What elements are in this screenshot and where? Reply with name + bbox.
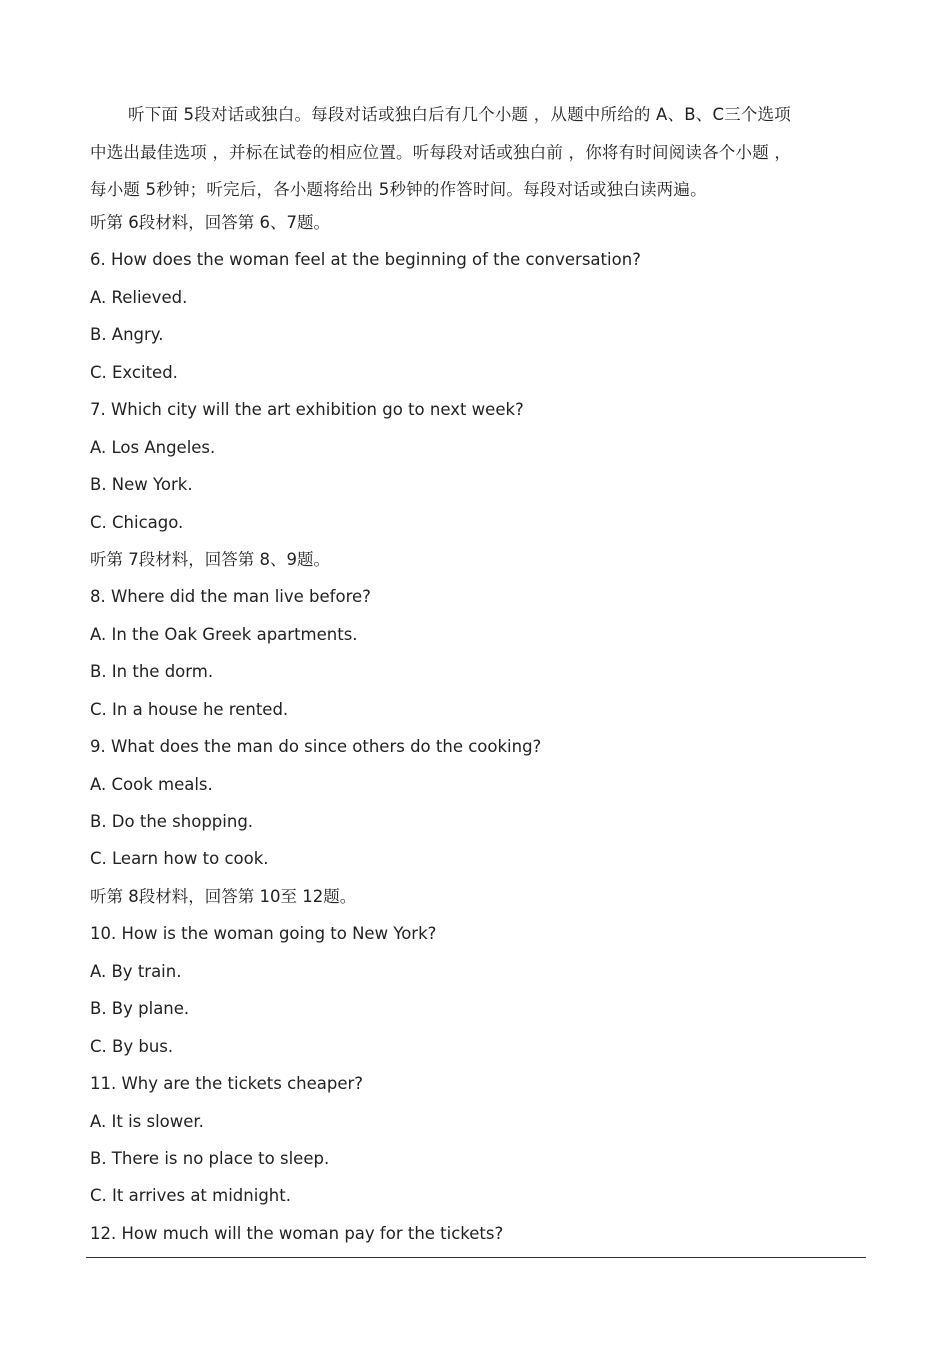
option-11b: B. There is no place to sleep. <box>90 1148 330 1168</box>
question-11: 11. Why are the tickets cheaper? <box>90 1074 364 1094</box>
footer-divider <box>86 1257 866 1258</box>
question-12: 12. How much will the woman pay for the tickets? <box>90 1223 504 1243</box>
question-9: 9. What does the man do since others do the cooking? <box>90 737 542 757</box>
option-6b: B. Angry. <box>90 325 164 345</box>
section-instructions <box>90 96 858 209</box>
question-list <box>90 204 860 1252</box>
option-9b: B. Do the shopping. <box>90 812 254 831</box>
option-8b: B. In the dorm. <box>90 662 214 682</box>
option-9a: A. Cook meals. <box>90 774 213 794</box>
option-11c: C. It arrives at midnight. <box>90 1186 291 1206</box>
instructions-line-3: 每小题 5秒钟；听完后，各小题将给出 5秒钟的作答时间。每段对话或独白读两遍。 <box>90 180 707 199</box>
question-6: 6. How does the woman feel at the beginning of the conversation? <box>90 250 641 270</box>
option-10c: C. By bus. <box>90 1036 174 1056</box>
option-6a: A. Relieved. <box>90 287 188 307</box>
option-6c: C. Excited. <box>90 362 178 382</box>
option-8c: C. In a house he rented. <box>90 699 289 719</box>
question-8: 8. Where did the man live before? <box>90 587 371 607</box>
option-10b: B. By plane. <box>90 999 190 1019</box>
instructions-line-1: 听下面 5段对话或独白。每段对话或独白后有几个小题 ，从题中所给的 A、B、C三个选项 <box>128 105 791 124</box>
material-heading-7: 听第 7段材料，回答第 8、9题。 <box>90 549 330 569</box>
question-7: 7. Which city will the art exhibition go to next week? <box>90 400 524 420</box>
option-7c: C. Chicago. <box>90 512 184 532</box>
material-heading-6: 听第 6段材料，回答第 6、7题。 <box>90 213 330 232</box>
option-7b: B. New York. <box>90 475 193 495</box>
option-10a: A. By train. <box>90 961 182 981</box>
option-8a: A. In the Oak Greek apartments. <box>90 624 358 644</box>
material-heading-8: 听第 8段材料，回答第 10至 12题。 <box>90 886 357 906</box>
option-11a: A. It is slower. <box>90 1111 204 1131</box>
question-10: 10. How is the woman going to New York? <box>90 924 437 944</box>
option-9c: C. Learn how to cook. <box>90 849 269 869</box>
instructions-line-2: 中选出最佳选项 ，并标在试卷的相应位置。听每段对话或独白前 ，你将有时间阅读各个小题 ， <box>90 142 792 162</box>
option-7a: A. Los Angeles. <box>90 437 216 457</box>
